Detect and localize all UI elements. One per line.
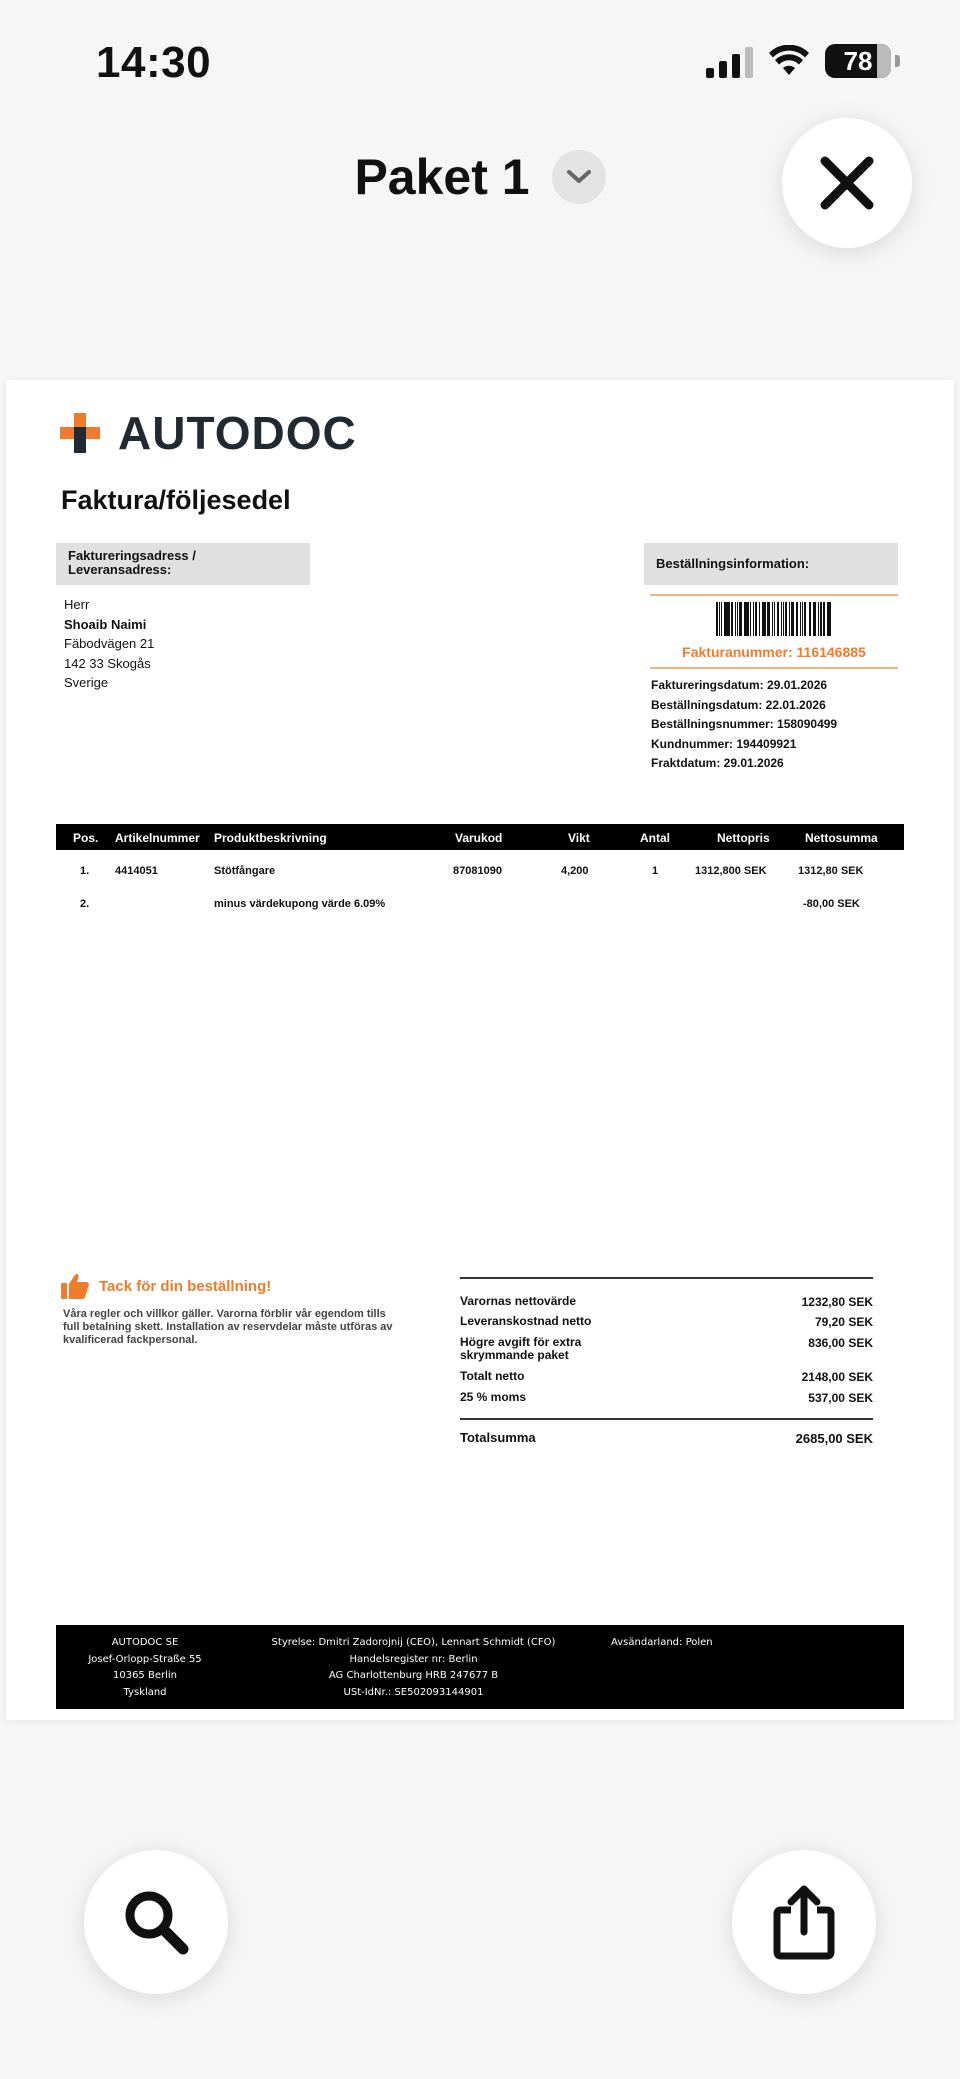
- table-cell: -80,00 SEK: [803, 898, 860, 910]
- thumbs-up-icon: [61, 1273, 89, 1299]
- barcode-bar: [804, 602, 806, 636]
- status-icons: [706, 44, 900, 78]
- close-icon: [819, 155, 875, 211]
- table-cell: Stötfångare: [214, 865, 276, 877]
- search-icon: [121, 1887, 191, 1957]
- divider: [460, 1418, 873, 1420]
- footer-line: Tyskland: [123, 1686, 167, 1698]
- total-label: Varornas nettovärde: [460, 1294, 577, 1308]
- table-cell: 1: [652, 865, 659, 877]
- column-header: Pos.: [73, 831, 99, 845]
- grand-total-value: 2685,00 SEK: [795, 1431, 873, 1446]
- column-header: Nettosumma: [805, 831, 878, 845]
- barcode-bar: [728, 602, 729, 636]
- barcode-bar: [719, 602, 720, 636]
- barcode-bar: [731, 602, 733, 636]
- column-header: Artikelnummer: [115, 831, 200, 845]
- barcode-bar: [802, 602, 803, 636]
- terms-text: Våra regler och villkor gäller. Varorna förblir vår egendom tills full betalning skett. Installation av reservdelar måste utföras av kvalificerad fackpersonal.: [63, 1308, 393, 1346]
- divider: [650, 667, 898, 669]
- title-dropdown-button[interactable]: [552, 150, 606, 204]
- barcode-bar: [777, 602, 779, 636]
- table-cell: 4414051: [115, 865, 158, 877]
- barcode-bar: [737, 602, 738, 636]
- address-line: Shoaib Naimi: [64, 616, 147, 632]
- total-label: Leveranskostnad netto: [460, 1314, 592, 1328]
- barcode-bar: [785, 602, 787, 636]
- grand-total-label: Totalsumma: [460, 1430, 536, 1445]
- total-label: 25 % moms: [460, 1390, 527, 1404]
- table-cell: 2.: [80, 898, 90, 910]
- items-table-header: [56, 824, 904, 850]
- order-info-line: Kundnummer: 194409921: [651, 736, 797, 751]
- status-time: 14:30: [96, 38, 212, 87]
- page-title: Paket 1: [354, 149, 530, 205]
- plus-logo-icon: [60, 413, 100, 453]
- close-button[interactable]: [782, 118, 912, 248]
- table-cell: 87081090: [453, 865, 502, 877]
- table-cell: minus värdekupong värde 6.09%: [214, 898, 386, 910]
- column-header: Varukod: [455, 831, 503, 845]
- order-info-line: Fraktdatum: 29.01.2026: [651, 756, 784, 770]
- barcode-bar: [739, 602, 741, 636]
- footer-line: AUTODOC SE: [111, 1637, 179, 1648]
- thanks-heading: [61, 1273, 271, 1299]
- battery-icon: [825, 44, 891, 78]
- table-row: [56, 858, 904, 884]
- order-info-line: Faktureringsdatum: 29.01.2026: [651, 678, 828, 692]
- footer-line: Handelsregister nr: Berlin: [349, 1653, 478, 1665]
- barcode-bar: [828, 602, 830, 636]
- table-cell: 1312,800 SEK: [695, 865, 767, 877]
- invoice-document[interactable]: [6, 380, 954, 1720]
- total-value: 537,00 SEK: [808, 1391, 873, 1405]
- address-line: Sverige: [64, 675, 109, 690]
- table-cell: 1312,80 SEK: [798, 865, 864, 877]
- wifi-icon: [769, 45, 809, 77]
- barcode-bar: [745, 602, 748, 636]
- barcode-bar: [791, 602, 794, 636]
- column-header: Produktbeskrivning: [214, 831, 327, 845]
- document-title: Faktura/följesedel: [61, 485, 291, 515]
- address-line: 142 33 Skogås: [64, 655, 151, 671]
- nav-header: [0, 118, 960, 248]
- footer-line: Avsändarland: Polen: [611, 1637, 713, 1648]
- column-header: Vikt: [568, 831, 590, 845]
- address-line: Fäbodvägen 21: [64, 636, 155, 651]
- order-info-header: Beställningsinformation:: [644, 543, 898, 585]
- barcode-bar: [763, 602, 765, 636]
- divider: [460, 1277, 873, 1279]
- table-row: [56, 891, 904, 917]
- barcode-bar: [716, 602, 718, 636]
- share-button[interactable]: [732, 1850, 876, 1994]
- barcode-bar: [724, 602, 727, 636]
- total-value: 2148,00 SEK: [801, 1370, 873, 1384]
- chevron-down-icon: [566, 169, 592, 185]
- search-button[interactable]: [84, 1850, 228, 1994]
- barcode-bar: [796, 602, 798, 636]
- logo-text: AUTODOC: [118, 407, 357, 459]
- order-info-line: Beställningsnummer: 158090499: [651, 717, 838, 731]
- order-info-list: [651, 676, 837, 774]
- footer-company: [70, 1635, 220, 1701]
- status-bar: [0, 0, 960, 120]
- barcode-bar: [823, 602, 824, 636]
- column-header: Antal: [640, 831, 670, 845]
- footer-line: 10365 Berlin: [112, 1670, 177, 1681]
- footer-line: AG Charlottenburg HRB 247677 B: [328, 1670, 499, 1681]
- footer-origin: [611, 1635, 751, 1652]
- autodoc-logo: [60, 406, 357, 460]
- total-label: Högre avgift för extra skrymmande paket: [460, 1335, 582, 1362]
- total-value: 79,20 SEK: [814, 1315, 873, 1329]
- footer-line: Styrelse: Dmitri Zadorojnij (CEO), Lennart Schmidt (CFO): [271, 1637, 556, 1648]
- address-line: Herr: [64, 597, 90, 612]
- battery-percent: 78: [843, 45, 873, 76]
- footer-registration: [246, 1635, 581, 1701]
- cellular-signal-icon: [706, 44, 753, 78]
- table-cell: 1.: [80, 865, 90, 877]
- barcode: [716, 602, 832, 636]
- share-icon: [771, 1884, 837, 1960]
- barcode-bar: [755, 602, 757, 636]
- footer-line: USt-IdNr.: SE502093144901: [343, 1686, 484, 1698]
- barcode-bar: [810, 602, 811, 636]
- total-value: 1232,80 SEK: [801, 1295, 873, 1309]
- barcode-bar: [750, 602, 751, 636]
- document-footer: [56, 1625, 904, 1709]
- barcode-bar: [774, 602, 775, 636]
- barcode-bar: [721, 602, 722, 636]
- total-label: Totalt netto: [460, 1369, 525, 1383]
- table-cell: 4,200: [561, 865, 589, 877]
- divider: [650, 594, 898, 596]
- column-header: Nettopris: [717, 831, 770, 845]
- footer-line: Josef-Orlopp-Straße 55: [88, 1653, 202, 1665]
- barcode-bar: [813, 602, 816, 636]
- address-header: Faktureringsadress / Leveransadress:: [56, 543, 310, 585]
- invoice-number: Fakturanummer: 116146885: [682, 644, 866, 660]
- total-value: 836,00 SEK: [808, 1336, 873, 1350]
- address-block: [64, 595, 154, 693]
- thanks-title: Tack för din beställning!: [99, 1277, 272, 1295]
- barcode-bar: [767, 602, 770, 636]
- barcode-bar: [783, 602, 784, 636]
- barcode-bar: [759, 602, 760, 636]
- order-info-line: Beställningsdatum: 22.01.2026: [651, 697, 826, 712]
- barcode-bar: [820, 602, 822, 636]
